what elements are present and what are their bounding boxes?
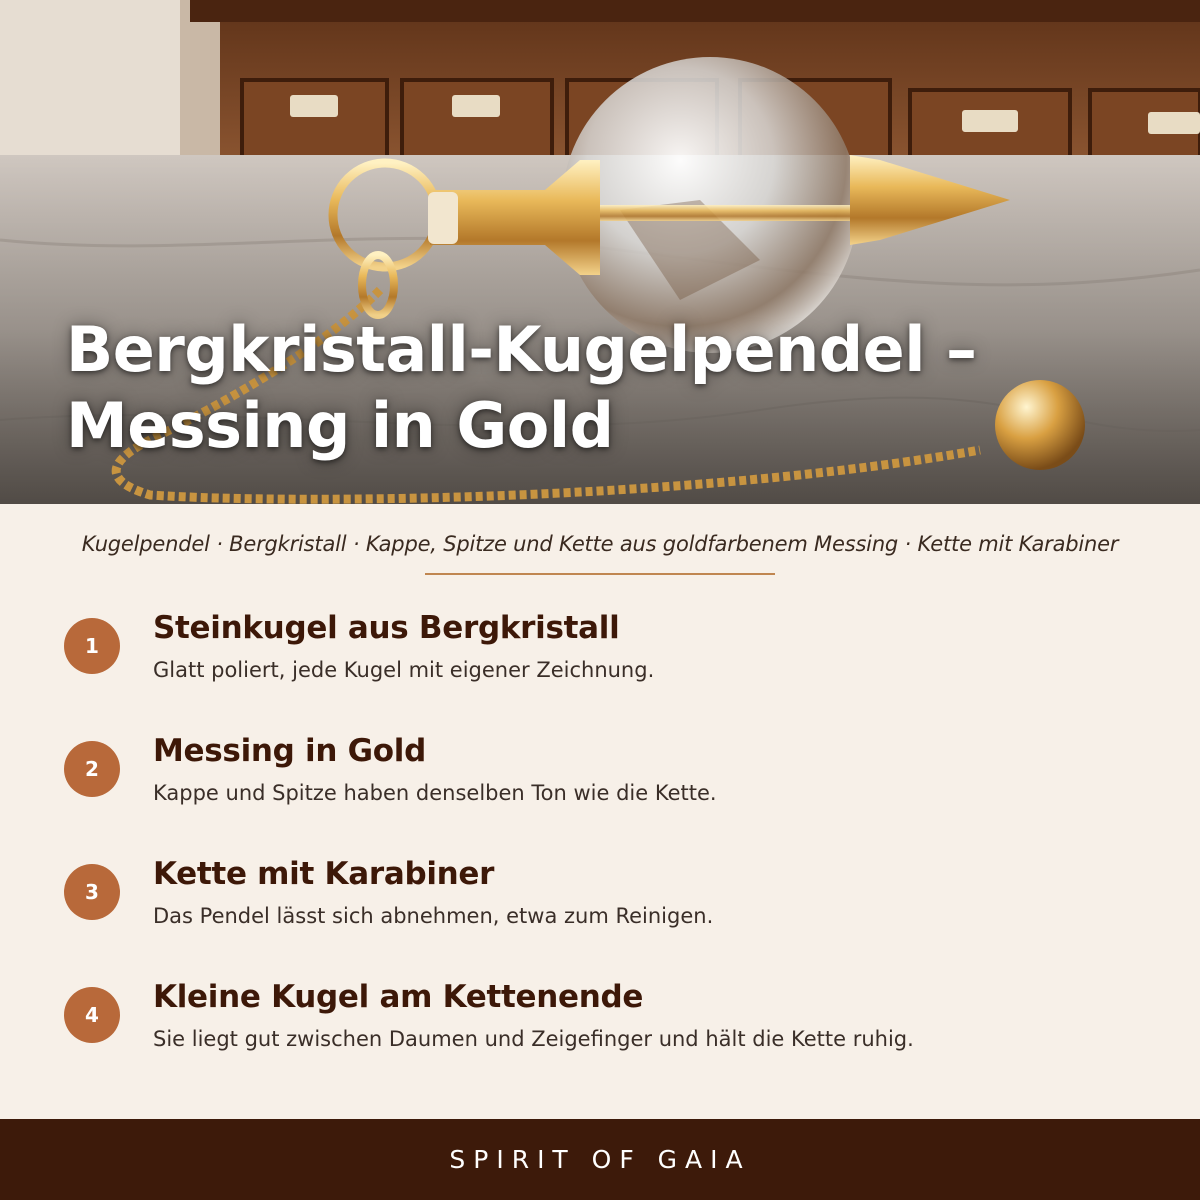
tagline-divider [425, 573, 775, 575]
feature-description: Das Pendel lässt sich abnehmen, etwa zum Reinigen. [153, 904, 714, 928]
feature-number-badge: 1 [64, 618, 120, 674]
feature-description: Sie liegt gut zwischen Daumen und Zeigefinger und hält die Kette ruhig. [153, 1027, 914, 1051]
feature-item [0, 852, 1200, 962]
title-line-1: Bergkristall-Kugelpendel – [66, 313, 977, 386]
feature-number-badge: 4 [64, 987, 120, 1043]
feature-item [0, 606, 1200, 716]
feature-title: Kette mit Karabiner [153, 856, 495, 892]
feature-title: Steinkugel aus Bergkristall [153, 610, 620, 646]
feature-title: Kleine Kugel am Kettenende [153, 979, 644, 1015]
tagline: Kugelpendel · Bergkristall · Kappe, Spitze und Kette aus goldfarbenem Messing · Kette mit Karabiner [81, 532, 1119, 556]
footer-bar [0, 1119, 1200, 1200]
brand-name: SPIRIT OF GAIA [449, 1145, 751, 1174]
hero-image [0, 0, 1200, 504]
feature-description: Glatt poliert, jede Kugel mit eigener Zeichnung. [153, 658, 655, 682]
feature-title: Messing in Gold [153, 733, 427, 769]
title-line-2: Messing in Gold [66, 389, 614, 462]
feature-item [0, 975, 1200, 1085]
page-title [66, 312, 1166, 464]
feature-number-badge: 2 [64, 741, 120, 797]
feature-number-badge: 3 [64, 864, 120, 920]
feature-item [0, 729, 1200, 839]
feature-description: Kappe und Spitze haben denselben Ton wie die Kette. [153, 781, 717, 805]
